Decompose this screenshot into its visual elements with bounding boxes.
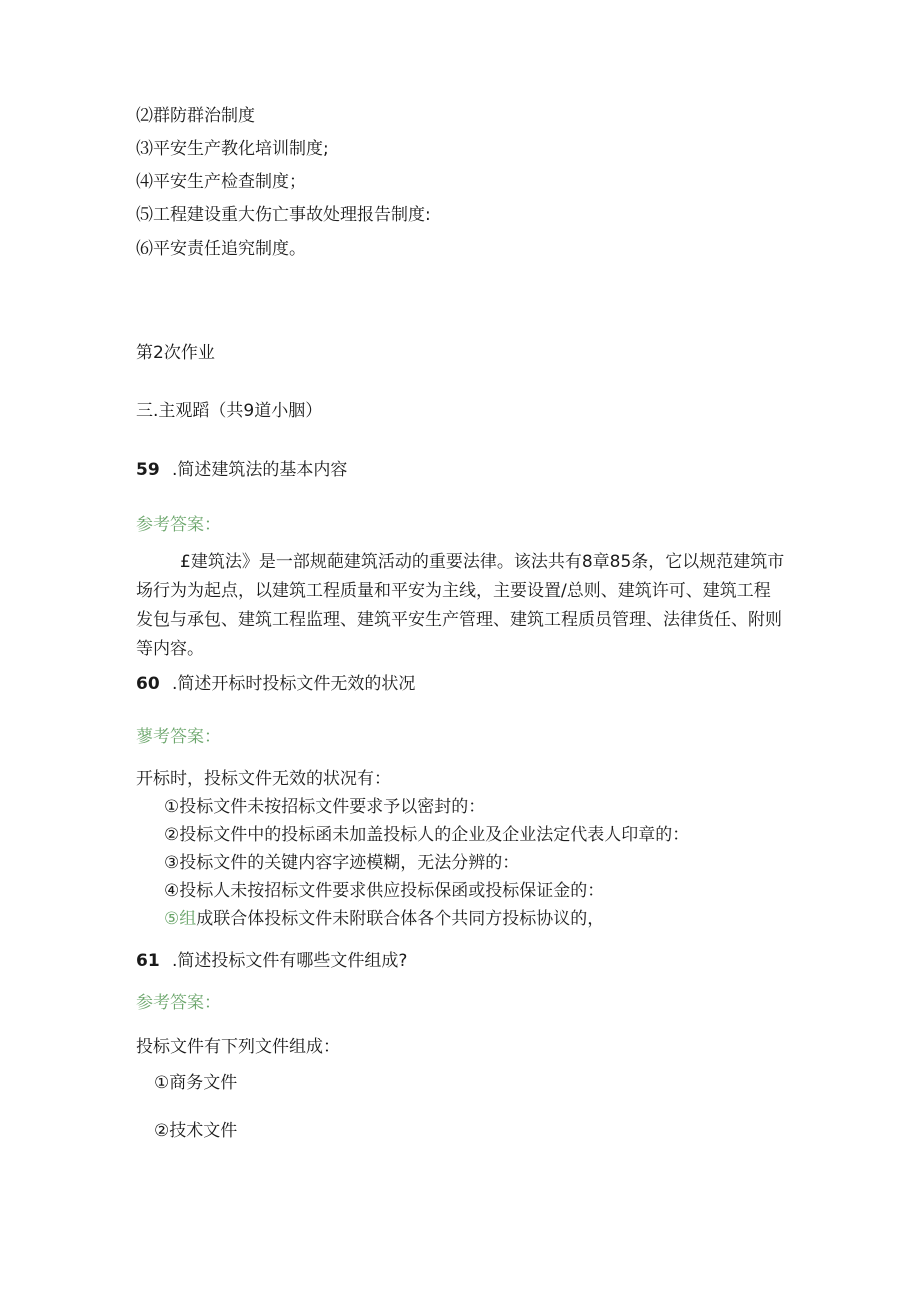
list-item: ②投标文件中的投标函未加盖投标人的企业及企业法定代表人印章的： [164,825,690,845]
list-item: ④投标人未按招标文件要求供应投标保函或投标保证金的： [164,881,605,901]
section-subtitle: 三.主观蹈（共9道小胭） [136,401,323,421]
list-item: ⑷平安生产检查制度； [136,172,306,192]
question-60 [136,673,415,695]
question-number: 59 [136,460,160,480]
answer-text: £建筑法》是一部规葩建筑活动的重要法律。该法共有8章85条，它以规范建筑市场行为为起点，以建筑工程质量和平安为主线，主要设置/总则、建筑许可、建筑工程发包与承包、建筑工程监理、建筑平安生产管理、建筑工程质员管理、法律货任、附则等内容。 [136,552,785,659]
question-text: .简述投标文件有哪些文件组成? [172,951,408,971]
answer-intro: 投标文件有下列文件组成： [136,1037,340,1057]
answer-label: 参考答案： [136,993,221,1013]
list-item [164,908,604,930]
item-text: 成联合体投标文件未附联合体各个共同方投标协议的， [196,909,605,929]
question-number: 60 [136,674,160,694]
list-item: ③投标文件的关键内容字迹模糊，无法分辨的： [164,853,520,873]
answer-intro: 开标时，投标文件无效的状况有： [136,769,391,789]
list-item: ⑵群防群治制度 [136,106,255,126]
answer-label: 参考答案： [136,515,221,535]
question-61 [136,950,407,972]
question-text: .简述建筑法的基本内容 [172,460,348,480]
question-59 [136,459,347,481]
list-item: ②技术文件 [154,1121,238,1141]
list-item: ⑶平安生产教化培训制度; [136,139,329,159]
question-number: 61 [136,951,160,971]
answer-paragraph [136,548,786,664]
section-title: 第2次作业 [136,343,215,363]
list-item: ①投标文件未按招标文件要求予以密封的： [164,797,486,817]
item-prefix: ⑤组 [164,909,197,929]
list-item: ①商务文件 [154,1073,238,1093]
question-text: .简述开标时投标文件无效的状况 [172,674,416,694]
answer-label: 蓼考答案： [136,727,221,747]
list-item: ⑸工程建设重大伤亡事故处理报告制度: [136,205,431,225]
list-item: ⑹平安责任追究制度。 [136,239,306,259]
